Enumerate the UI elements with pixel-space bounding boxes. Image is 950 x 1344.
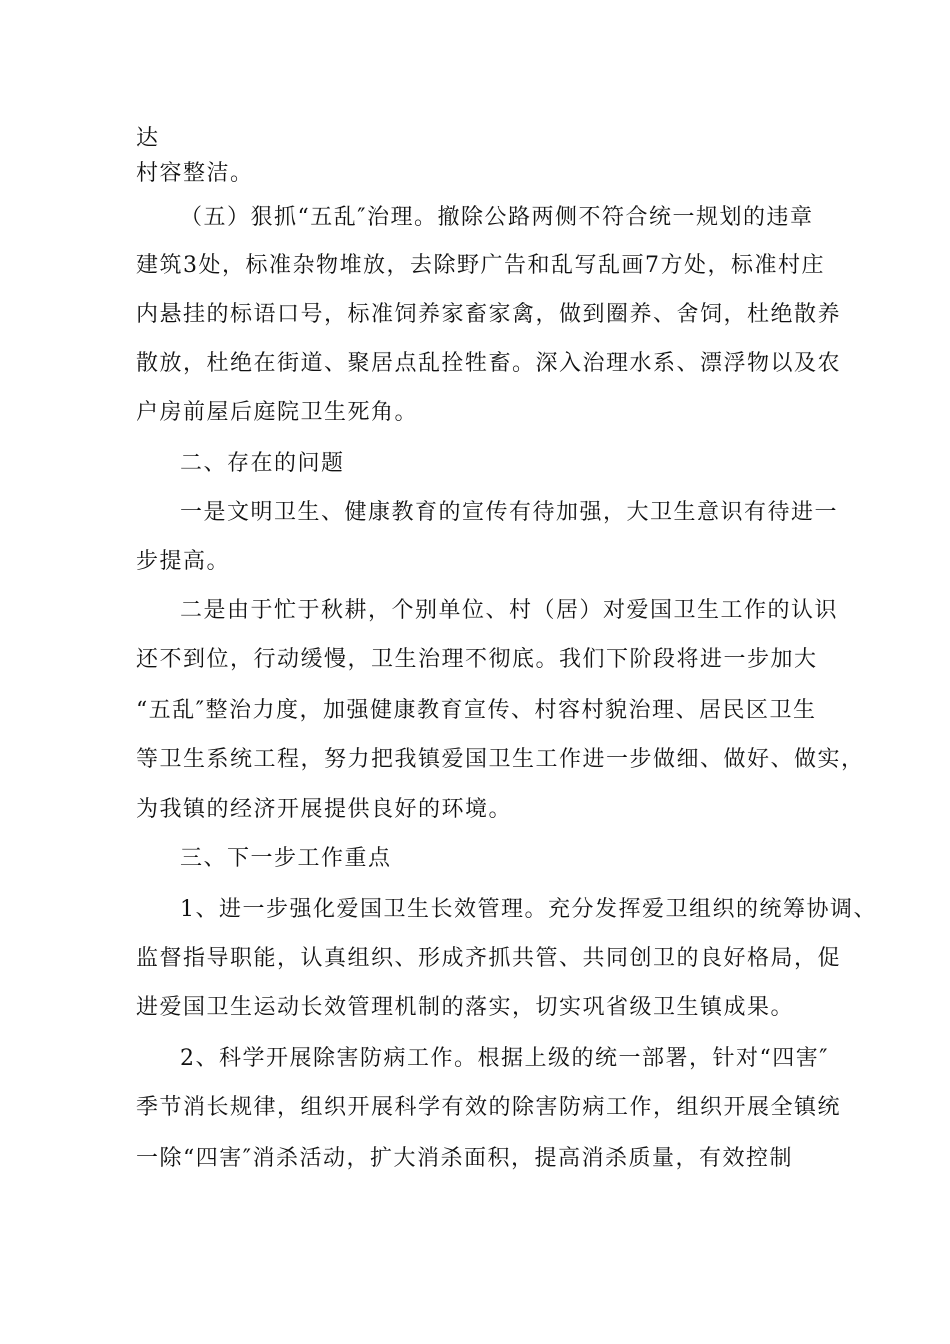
text-line: 等卫生系统工程，努力把我镇爱国卫生工作进一步做细、做好、做实， (136, 747, 865, 772)
text-line: 户房前屋后庭院卫生死角。 (136, 400, 419, 425)
text-line: 还不到位，行动缓慢，卫生治理不彻底。我们下阶段将进一步加大 (136, 647, 818, 672)
paragraph-line: 一是文明卫生、健康教育的宣传有待加强，大卫生意识有待进一 (180, 500, 839, 525)
section-heading: 三、下一步工作重点 (180, 846, 392, 871)
paragraph-line: 二是由于忙于秋耕，个别单位、村（居）对爱国卫生工作的认识 (180, 598, 839, 623)
text-line: 监督指导职能，认真组织、形成齐抓共管、共同创卫的良好格局，促 (136, 946, 842, 971)
text-line: 季节消长规律，组织开展科学有效的除害防病工作，组织开展全镇统 (136, 1095, 842, 1120)
text-line: 为我镇的经济开展提供良好的环境。 (136, 797, 513, 822)
text-line: 进爱国卫生运动长效管理机制的落实，切实巩省级卫生镇成果。 (136, 995, 795, 1020)
text-line: 一除“四害″消杀活动，扩大消杀面积，提高消杀质量，有效控制 (136, 1146, 793, 1171)
text-line: 达 (136, 126, 160, 151)
text-line: 建筑3处，标准杂物堆放，去除野广告和乱写乱画7方处，标准村庄 (136, 253, 825, 278)
text-line: 步提高。 (136, 549, 231, 574)
text-line: “五乱″整治力度，加强健康教育宣传、村容村貌治理、居民区卫生 (136, 698, 817, 723)
paragraph-line: （五）狠抓“五乱″治理。撤除公路两侧不符合统一规划的违章 (180, 205, 814, 230)
paragraph-line: 2、科学开展除害防病工作。根据上级的统一部署，针对“四害″ (180, 1046, 829, 1071)
section-heading: 二、存在的问题 (180, 451, 345, 476)
text-line: 散放，杜绝在街道、聚居点乱拴牲畜。深入治理水系、漂浮物以及农 (136, 351, 842, 376)
text-line: 村容整洁。 (136, 161, 254, 186)
text-line: 内悬挂的标语口号，标准饲养家畜家禽，做到圈养、舍饲，杜绝散养 (136, 302, 842, 327)
paragraph-line: 1、进一步强化爱国卫生长效管理。充分发挥爱卫组织的统筹协调、 (180, 897, 877, 922)
